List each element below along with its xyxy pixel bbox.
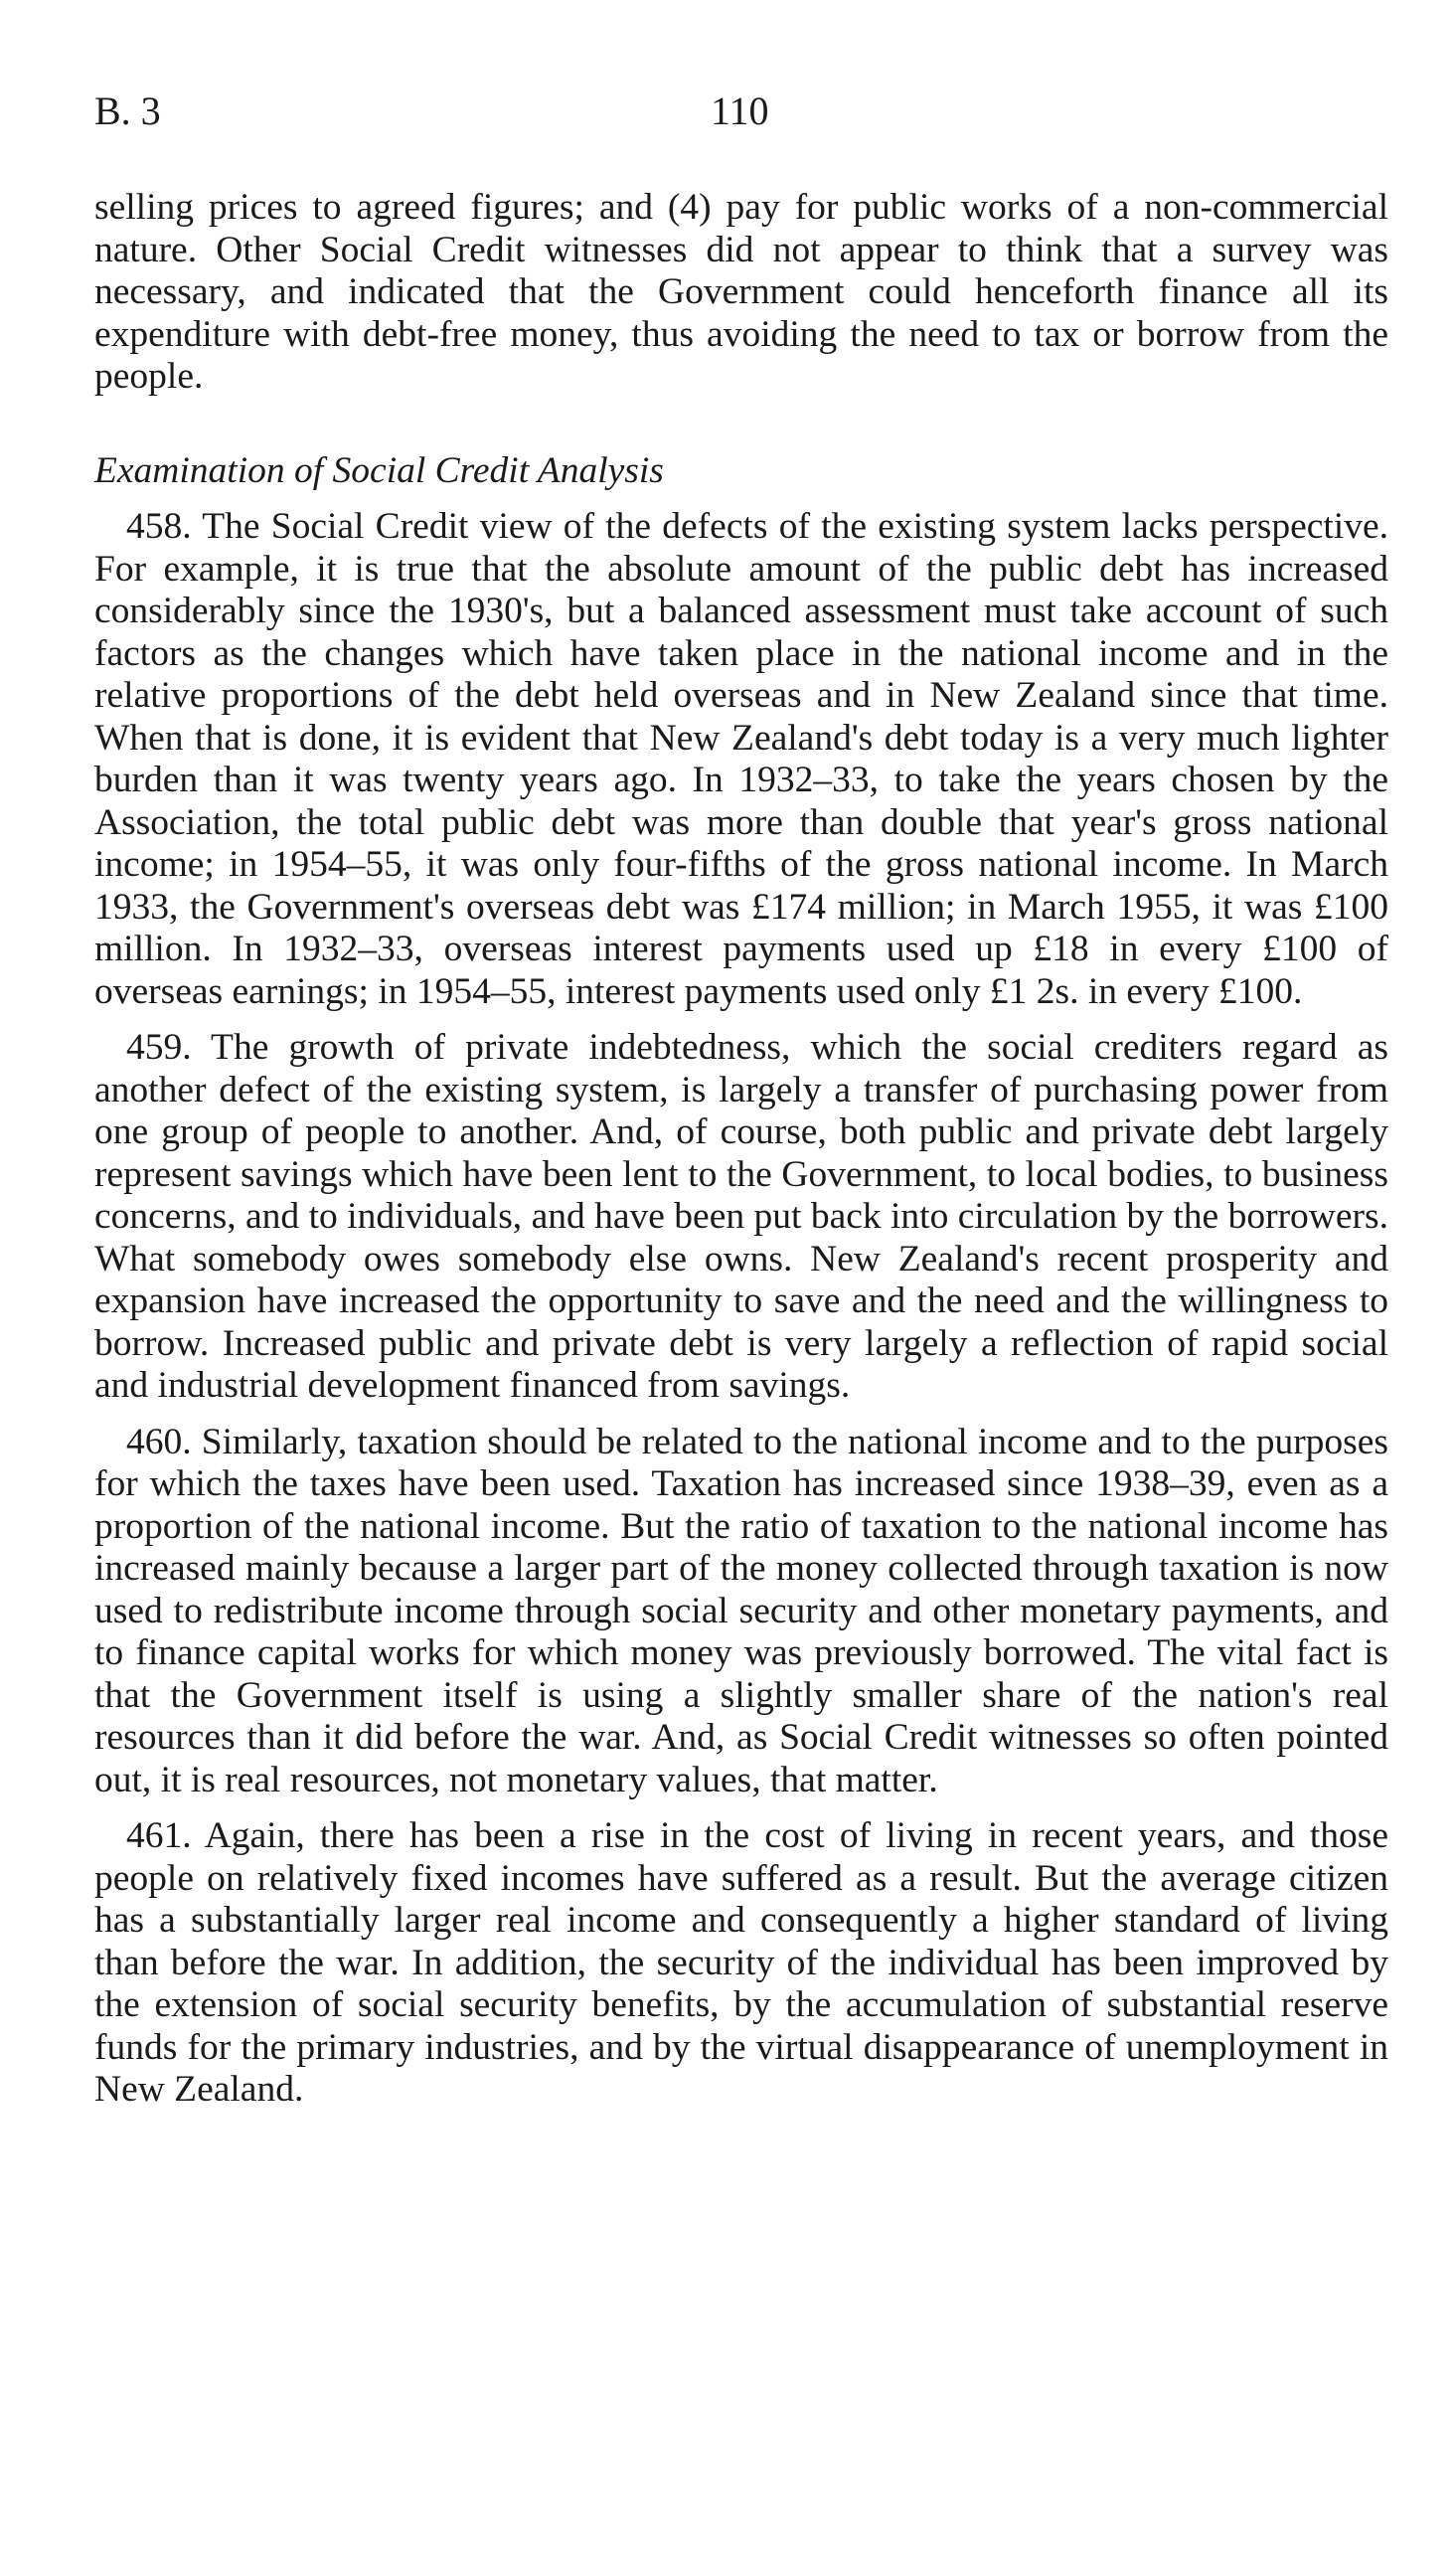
paragraph-text: The Social Credit view of the defects of the existing system lacks perspective. For example, it is true that the absolute amount of the public debt has increased considerably since the 1930's, but a balanced assessment must take account of such factors as the changes which have taken place in the national income and in the relative proportions of the debt held overseas and in New Zealand since that time. When that is done, it is evident that New Zealand's debt today is a very much lighter burden than it was twenty years ago. In 1932–33, to take the years chosen by the Association, the total public debt was more than double that year's gross national income; in 1954–55, it was only four-fifths of the gross national income. In March 1933, the Government's overseas debt was £174 million; in March 1955, it was £100 million. In 1932–33, overseas interest payments used up £18 in every £100 of overseas earnings; in 1954–55, interest payments used only £1 2s. in every £100. bbox=[94, 506, 1388, 1012]
paragraph-number: 458. bbox=[126, 506, 192, 547]
paragraph-text: The growth of private indebtedness, which the social crediters regard as another defect of the existing system, is largely a transfer of purchasing power from one group of people to another. And, of course, both public and private debt largely represent savings which have been lent to the Government, to local bodies, to business concerns, and to individuals, and have been put back into circulation by the borrowers. What somebody owes somebody else owns. New Zealand's recent prosperity and expansion have increased the opportunity to save and the need and the willingness to borrow. Increased public and private debt is very largely a reflection of rapid social and industrial development financed from savings. bbox=[94, 1027, 1388, 1406]
paragraph-number: 459. bbox=[126, 1027, 192, 1068]
paragraph-number: 461. bbox=[126, 1815, 192, 1856]
page-number: 110 bbox=[711, 88, 769, 133]
page-header bbox=[94, 87, 1386, 147]
opening-paragraph: selling prices to agreed figures; and (4) pay for public works of a non-commercial nature. Other Social Credit witnesses did not appear to think that a survey was necessary, and indicated that the Government could henceforth finance all its expenditure with debt-free money, thus avoiding the need to tax or borrow from the people. bbox=[94, 187, 1388, 397]
page-body bbox=[94, 187, 1388, 2112]
paragraph-458 bbox=[94, 506, 1388, 1013]
paragraph-text: Similarly, taxation should be related to the national income and to the purposes for which the taxes have been used. Taxation has increased since 1938–39, even as a proportion of the national income. But the ratio of taxation to the national income has increased mainly because a larger part of the money collected through taxation is now used to redistribute income through social security and other monetary payments, and to finance capital works for which money was previously borrowed. The vital fact is that the Government itself is using a slightly smaller share of the nation's real resources than it did before the war. And, as Social Credit witnesses so often pointed out, it is real resources, not monetary values, that matter. bbox=[94, 1421, 1389, 1800]
paragraph-text: Again, there has been a rise in the cost of living in recent years, and those people on relatively fixed incomes have suffered as a result. But the average citizen has a substantially larger real income and consequently a higher standard of living than before the war. In addition, the security of the individual has been improved by the extension of social security benefits, by the accumulation of substantial reserve funds for the primary industries, and by the virtual disappearance of unemployment in New Zealand. bbox=[94, 1815, 1388, 2110]
document-reference: B. 3 bbox=[94, 88, 161, 133]
paragraph-461 bbox=[94, 1815, 1388, 2112]
paragraph-460 bbox=[94, 1422, 1388, 1802]
paragraph-459 bbox=[94, 1027, 1388, 1408]
section-heading: Examination of Social Credit Analysis bbox=[94, 449, 664, 491]
paragraph-number: 460. bbox=[126, 1421, 192, 1462]
